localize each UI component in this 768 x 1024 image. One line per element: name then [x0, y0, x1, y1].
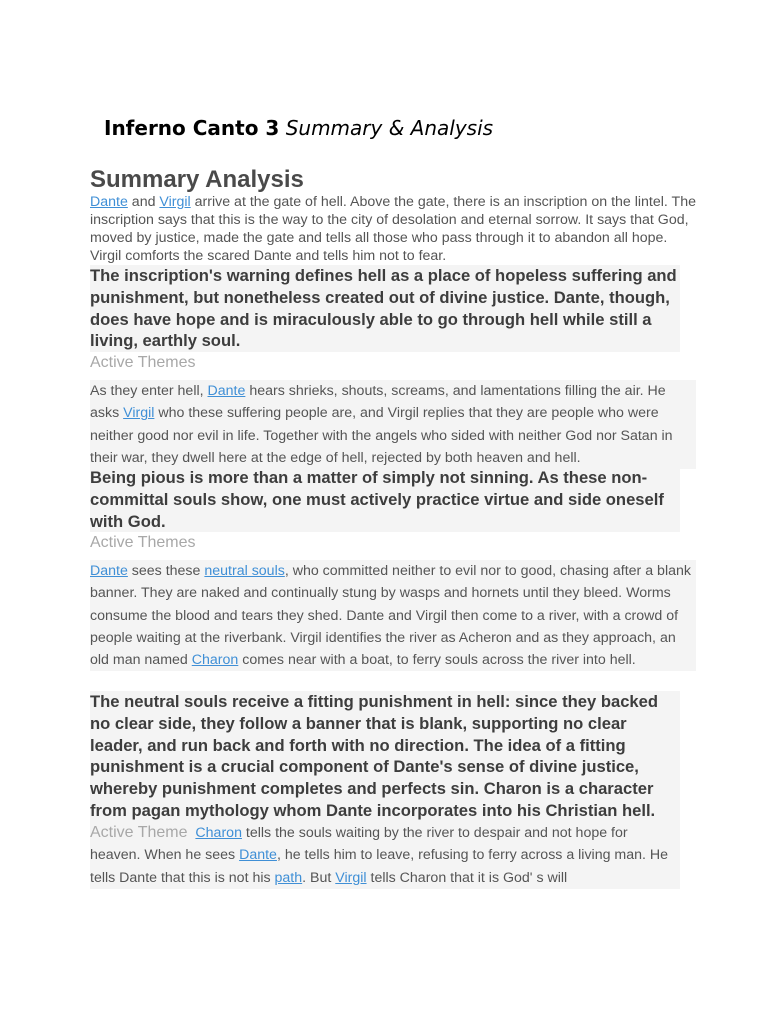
link-dante[interactable]: Dante — [239, 847, 277, 864]
link-neutral-souls[interactable]: neutral souls — [204, 563, 285, 579]
active-themes-label-1[interactable]: Active Themes — [90, 354, 196, 371]
active-themes-label-2[interactable]: Active Themes — [90, 534, 196, 551]
link-virgil[interactable]: Virgil — [123, 405, 155, 422]
link-charon[interactable]: Charon — [191, 652, 239, 669]
analysis-paragraph-1: The inscription's warning defines hell as a place of hopeless suffering and punishment, but nonetheless created out of divine justice. Dante, though, does have hope and is miraculously able to go through hell while still a living, earthly soul. — [90, 265, 680, 352]
link-virgil[interactable]: Virgil — [335, 869, 367, 886]
section-heading: Summary Analysis — [90, 166, 304, 193]
active-theme-label-3[interactable]: Active Theme — [90, 824, 188, 841]
link-charon[interactable]: Charon — [195, 825, 242, 841]
link-dante[interactable]: Dante — [90, 194, 128, 210]
link-path[interactable]: path — [274, 869, 303, 886]
summary-paragraph-2: As they enter hell, Dante hears shrieks, shouts, screams, and lamentations filling the air. He asks Virgil who these suffering people are, and Virgil replies that they are people who were neither good nor evil in life. Together with the angels who sided with neither God nor Satan in their war, they dwell here at the edge of hell, rejected by both heaven and hell. — [90, 380, 696, 469]
link-dante[interactable]: Dante — [90, 563, 128, 579]
analysis-paragraph-3: The neutral souls receive a fitting punishment in hell: since they backed no clear side, they follow a banner that is blank, supporting no clear leader, and run back and forth with no direction. The idea of a fitting punishment is a crucial component of Dante's sense of divine justice, whereby punishment completes and perfects sin. Charon is a character from pagan mythology whom Dante incorporates into his Christian hell. — [90, 691, 680, 822]
link-dante[interactable]: Dante — [207, 383, 246, 399]
link-virgil[interactable]: Virgil — [159, 194, 191, 210]
title-main: Inferno Canto 3 — [104, 116, 280, 140]
title-subtitle: Summary & Analysis — [285, 116, 494, 140]
summary-paragraph-1: Dante and Virgil arrive at the gate of hell. Above the gate, there is an inscription on the lintel. The inscription says that this is the way to the city of desolation and eternal sorrow. It says that God, moved by justice, made the gate and tells all those who pass through it to abandon all hope. Virgil comforts the scared Dante and tells him not to fear. — [90, 194, 696, 264]
summary-paragraph-4: Active Theme Charon tells the souls waiting by the river to despair and not hope for heaven. When he sees Dante, he tells him to leave, refusing to ferry across a living man. He tells Dante that this is not his path. But Virgil tells Charon that it is God' s will — [90, 822, 680, 889]
analysis-paragraph-2: Being pious is more than a matter of simply not sinning. As these non-committal souls show, one must actively practice virtue and side oneself with God. — [90, 467, 680, 532]
summary-paragraph-3: Dante sees these neutral souls, who committed neither to evil nor to good, chasing after a blank banner. They are naked and continually stung by wasps and hornets until they bleed. Worms consume the blood and tears they shed. Dante and Virgil then come to a river, with a crowd of people waiting at the riverbank. Virgil identifies the river as Acheron and as they approach, an old man named Charon comes near with a boat, to ferry souls across the river into hell. — [90, 560, 696, 671]
document-title — [104, 116, 493, 140]
